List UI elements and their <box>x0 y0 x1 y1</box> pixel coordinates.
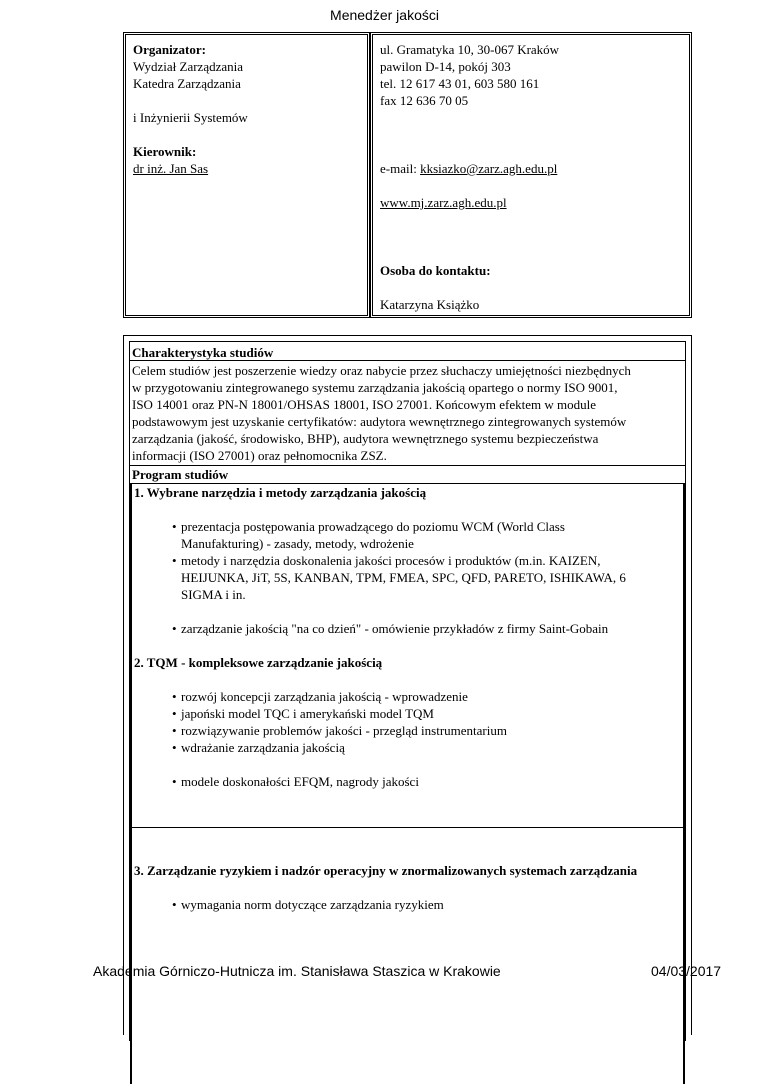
section-2-title: 2. TQM - kompleksowe zarządzanie jakością <box>134 655 383 670</box>
contact-address: ul. Gramatyka 10, 30-067 Kraków <box>380 42 560 57</box>
organizer-department-cont: i Inżynierii Systemów <box>133 110 248 125</box>
list-item: • prezentacja postępowania prowadzącego do poziomu WCM (World Class Manufakturing) - zasady, metody, wdrożenie <box>172 518 681 552</box>
contact-email-row <box>380 160 682 177</box>
program-body <box>130 484 685 1084</box>
list-item: • wdrażanie zarządzania jakością <box>172 739 681 756</box>
contact-building: pawilon D-14, pokój 303 <box>380 59 511 74</box>
list-item: • metody i narzędzia doskonalenia jakości procesów i produktów (m.in. KAIZEN, HEIJUNKA, JiT, 5S, KANBAN, TPM, FMEA, SPC, QFD, PARETO, ISHIKAWA, 6 SIGMA i in. <box>172 552 681 603</box>
section-1-list-b <box>134 620 681 637</box>
study-table <box>129 341 686 1041</box>
page-header-title: Menedżer jakości <box>330 7 439 23</box>
contact-phone: tel. 12 617 43 01, 603 580 161 <box>380 76 540 91</box>
list-item: • japoński model TQC i amerykański model TQM <box>172 705 681 722</box>
characteristics-line: podstawowym jest uzyskanie certyfikatów: audytora wewnętrznego zintegrowanych systemów <box>132 414 627 429</box>
website-link[interactable]: www.mj.zarz.agh.edu.pl <box>380 195 507 210</box>
program-title: Program studiów <box>130 466 685 484</box>
characteristics-line: w przygotowaniu zintegrowanego systemu zarządzania jakością opartego o normy ISO 9001, <box>132 380 618 395</box>
list-item: • rozwiązywanie problemów jakości - przegląd instrumentarium <box>172 722 681 739</box>
organizer-info-table <box>123 34 692 318</box>
section-3-list <box>134 896 444 913</box>
section-3-title: 3. Zarządzanie ryzykiem i nadzór operacyjny w znormalizowanych systemach zarządzania <box>134 863 638 878</box>
characteristics-line: informacji (ISO 27001) oraz pełnomocnika ZSZ. <box>132 448 387 463</box>
section-1-list <box>134 518 681 603</box>
manager-name-link[interactable]: dr inż. Jan Sas <box>133 161 209 176</box>
section-1-title: 1. Wybrane narzędzia i metody zarządzania jakością <box>134 485 427 500</box>
contact-person-label: Osoba do kontaktu: <box>380 263 491 278</box>
contact-person-name: Katarzyna Książko <box>380 297 480 312</box>
list-item: • rozwój koncepcji zarządzania jakością - wprowadzenie <box>172 688 681 705</box>
characteristics-line: ISO 14001 oraz PN-N 18001/OHSAS 18001, ISO 27001. Końcowym efektem w module <box>132 397 596 412</box>
manager-label: Kierownik: <box>133 144 197 159</box>
organizer-label: Organizator: <box>133 42 206 57</box>
organizer-cell <box>125 34 368 316</box>
email-prefix: e-mail: <box>380 161 421 176</box>
characteristics-line: Celem studiów jest poszerzenie wiedzy oraz nabycie przez słuchaczy umiejętności niezbędnych <box>132 363 631 378</box>
section-divider <box>132 827 683 828</box>
section-2-list-b <box>134 773 681 790</box>
organizer-faculty: Wydział Zarządzania <box>133 59 244 74</box>
section-2-list <box>134 688 681 756</box>
email-link[interactable]: kksiazko@zarz.agh.edu.pl <box>420 161 558 176</box>
footer-date: 04/03/2017 <box>651 963 722 979</box>
list-item: • wymagania norm dotyczące zarządzania ryzykiem <box>172 896 444 913</box>
list-item: • zarządzanie jakością "na co dzień" - omówienie przykładów z firmy Saint-Gobain <box>172 620 681 637</box>
footer-institution: Akademia Górniczo-Hutnicza im. Stanisława Staszica w Krakowie <box>93 963 501 979</box>
list-item: • modele doskonałości EFQM, nagrody jakości <box>172 773 681 790</box>
characteristics-line: zarządzania (jakość, środowisko, BHP), audytora wewnętrznego systemu bezpieczeństwa <box>132 431 599 446</box>
characteristics-text <box>130 362 685 466</box>
contact-cell <box>372 34 690 316</box>
organizer-department: Katedra Zarządzania <box>133 76 241 91</box>
contact-fax: fax 12 636 70 05 <box>380 93 469 108</box>
characteristics-title: Charakterystyka studiów <box>130 344 685 361</box>
